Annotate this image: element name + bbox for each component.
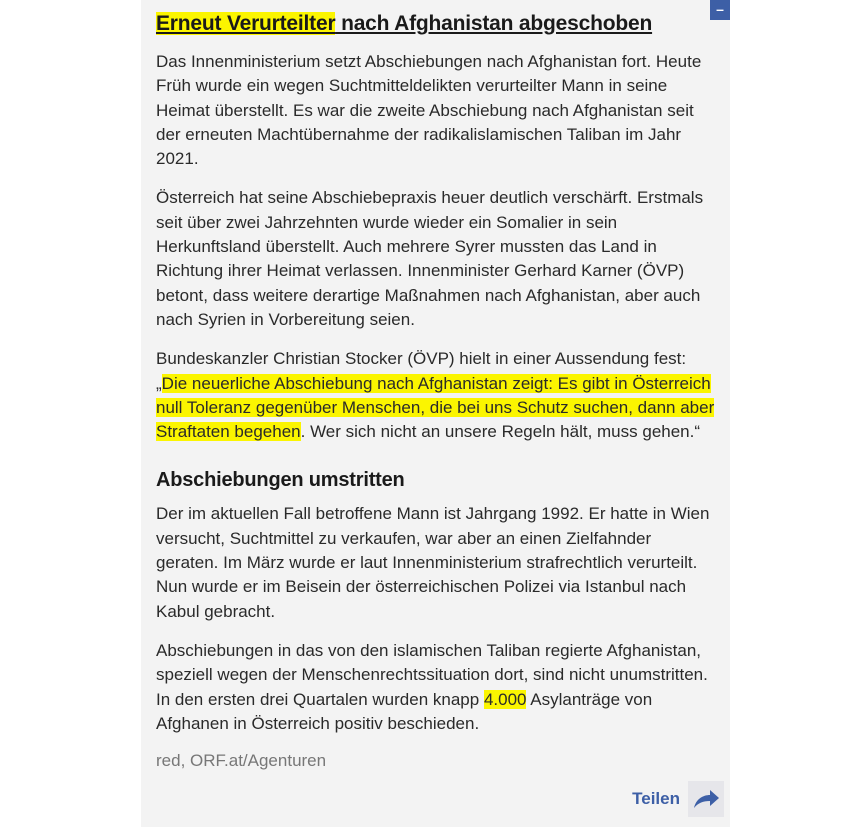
quote-highlight: Die neuerliche Abschiebung nach Afghanistan zeigt: Es gibt in Österreich null Toleranz gegenüber Menschen, die bei uns Schutz suchen, dann aber Straftaten begehen — [156, 373, 715, 442]
paragraph-3 — [156, 347, 716, 444]
share-arrow-icon — [688, 781, 724, 817]
paragraph-1: Das Innenministerium setzt Abschiebungen nach Afghanistan fort. Heute Früh wurde ein wegen Suchtmitteldelikten verurteilter Mann in seine Heimat überstellt. Es war die zweite Abschiebung nach Afghanistan seit der erneuten Machtübernahme der radikalislamischen Taliban im Jahr 2021. — [156, 52, 702, 169]
title-highlight: Erneut Verurteilter — [156, 12, 336, 35]
paragraph-2: Österreich hat seine Abschiebepraxis heuer deutlich verschärft. Erstmals seit über zwei Jahrzehnten wurde wieder ein Somalier in sein Herkunftsland überstellt. Auch mehrere Syrer mussten das Land in Richtung ihrer Heimat verlassen. Innenminister Gerhard Karner (ÖVP) betont, dass weitere derartige Maßnahmen nach Afghanistan, aber auch nach Syrien in Vorbereitung seien. — [156, 188, 704, 329]
title-rest: nach Afghanistan abgeschoben — [335, 12, 653, 35]
paragraph-3-end: . Wer sich nicht an unsere Regeln hält, muss gehen.“ — [300, 422, 701, 442]
subheading: Abschiebungen umstritten — [156, 469, 405, 492]
article-source: red, ORF.at/Agenturen — [156, 751, 327, 771]
paragraph-5-end: Asylanträge von Afghanen in Österreich positiv beschieden. — [156, 689, 653, 733]
paragraph-5 — [156, 639, 716, 736]
article-content — [156, 10, 716, 771]
number-highlight: 4.000 — [483, 689, 527, 709]
collapse-button[interactable]: – — [710, 0, 730, 20]
article-card — [141, 0, 730, 827]
paragraph-4: Der im aktuellen Fall betroffene Mann ist Jahrgang 1992. Er hatte in Wien versucht, Suchtmittel zu verkaufen, war aber an einen Zielfahnder geraten. Im März wurde er laut Innenministerium strafrechtlich verurteilt. Nun wurde er im Beisein der österreichischen Polizei via Istanbul nach Kabul gebracht. — [156, 504, 710, 621]
article-title — [156, 10, 716, 38]
paragraph-3-start: Bundeskanzler Christian Stocker (ÖVP) hielt in einer Aussendung fest: „ — [156, 349, 687, 393]
share-label: Teilen — [632, 789, 680, 808]
share-button[interactable] — [632, 781, 724, 817]
paragraph-5-start: Abschiebungen in das von den islamischen Taliban regierte Afghanistan, speziell wegen der Menschenrechtssituation dort, sind nicht unumstritten. In den ersten drei Quartalen wurden knapp — [156, 640, 708, 709]
